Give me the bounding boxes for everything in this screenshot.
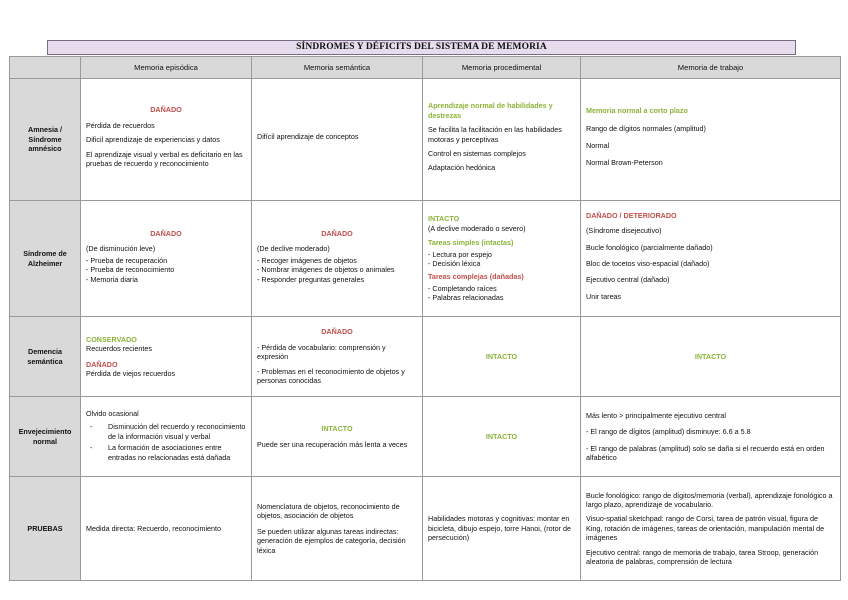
cell-amnesia-trabajo	[581, 79, 841, 201]
cell-envejecimiento-procedimental	[423, 397, 581, 477]
list-item: - Recoger imágenes de objetos	[257, 256, 417, 265]
row-demencia	[10, 317, 841, 397]
cell-line: Se pueden utilizar algunas tareas indirectas: generación de ejemplos de categoría, decisión léxica	[257, 526, 406, 555]
cell-line: - Pérdida de vocabulario: comprensión y expresión	[257, 342, 386, 362]
status-badge: INTACTO	[694, 351, 727, 361]
cell-line: (A declive moderado o severo)	[428, 223, 526, 233]
rowhead-envejecimiento: Envejecimiento normal	[10, 397, 81, 477]
subsection-title: Tareas simples (intactas)	[428, 238, 514, 248]
cell-line: (Síndrome disejecutivo)	[586, 226, 662, 236]
header-trabajo: Memoria de trabajo	[581, 57, 841, 79]
cell-alzheimer-procedimental	[423, 201, 581, 317]
item-list	[428, 284, 575, 303]
header-corner	[10, 57, 81, 79]
cell-demencia-trabajo	[581, 317, 841, 397]
list-item: - Palabras relacionadas	[428, 293, 575, 302]
cell-line: Control en sistemas complejos	[428, 148, 526, 158]
list-item: - Decisión léxica	[428, 259, 575, 268]
cell-line: (De declive moderado)	[257, 244, 330, 254]
memory-syndromes-table	[9, 56, 841, 581]
status-badge: INTACTO	[485, 431, 518, 441]
list-item: - Prueba de reconocimiento	[86, 265, 246, 274]
cell-line: Olvido ocasional	[86, 408, 139, 418]
cell-line: (De disminución leve)	[86, 244, 156, 254]
item-list	[86, 422, 246, 462]
status-badge: CONSERVADO	[86, 334, 137, 344]
cell-pruebas-procedimental	[423, 477, 581, 581]
cell-line: Nomenclatura de objetos, reconocimiento de objetos, asociación de objetos	[257, 501, 400, 521]
cell-line: - El rango de palabras (amplitud) solo se daña si el recuerdo está en orden alfabético	[586, 443, 825, 462]
list-item: - Memoria diaria	[86, 275, 246, 284]
cell-line: Pérdida de viejos recuerdos	[86, 368, 176, 378]
cell-pruebas-trabajo	[581, 477, 841, 581]
cell-alzheimer-episodica	[81, 201, 252, 317]
status-badge: DAÑADO	[150, 228, 182, 238]
cell-line: Puede ser una recuperación más lenta a veces	[257, 439, 408, 449]
list-item: - Disminución del recuerdo y reconocimiento de la información visual y verbal	[108, 422, 246, 441]
cell-line: Visuo-spatial sketchpad: rango de Corsi, tarea de patrón visual, figura de King, rotación de imágenes, tareas de orientación, manipulación mental de imágenes	[586, 514, 825, 543]
cell-text: Problemas en el reconocimiento de objetos y personas conocidas	[257, 366, 405, 386]
list-item: - Responder preguntas generales	[257, 275, 417, 284]
status-badge: DAÑADO	[86, 359, 118, 369]
cell-line: Rango de dígitos normales (amplitud)	[586, 123, 706, 133]
cell-line: Medida directa: Recuerdo, reconocimiento	[86, 523, 222, 533]
cell-line: Difícil aprendizaje de conceptos	[257, 132, 359, 142]
status-badge: DAÑADO / DETERIORADO	[586, 210, 677, 220]
rowhead-alzheimer: Síndrome de Alzheimer	[10, 201, 81, 317]
cell-demencia-semantica	[252, 317, 423, 397]
cell-line: Unir tareas	[586, 291, 622, 301]
rowhead-amnesia: Amnesia / Síndrome amnésico	[10, 79, 81, 201]
list-item: - La formación de asociaciones entre entradas no relacionadas está dañada	[108, 443, 246, 462]
cell-amnesia-procedimental	[423, 79, 581, 201]
cell-envejecimiento-semantica	[252, 397, 423, 477]
status-badge: INTACTO	[428, 214, 460, 224]
cell-line: Normal Brown-Peterson	[586, 158, 663, 168]
item-list	[428, 250, 575, 269]
row-amnesia	[10, 79, 841, 201]
list-item: - Prueba de recuperación	[86, 256, 246, 265]
status-badge: DAÑADO	[321, 327, 353, 337]
list-item: - Nombrar imágenes de objetos o animales	[257, 265, 417, 274]
row-envejecimiento	[10, 397, 841, 477]
cell-line: Bucle fonológico (parcialmente dañado)	[586, 242, 713, 252]
cell-line: Más lento > principalmente ejecutivo central	[586, 410, 727, 420]
status-badge: INTACTO	[321, 424, 353, 434]
header-row	[10, 57, 841, 79]
status-badge: DAÑADO	[321, 228, 353, 238]
cell-amnesia-episodica	[81, 79, 252, 201]
cell-alzheimer-trabajo	[581, 201, 841, 317]
cell-line: - El rango de dígitos (amplitud) disminuye: 6.6 a 5.8	[586, 427, 751, 437]
cell-line: Dificil aprendizaje de experiencias y datos	[86, 135, 220, 145]
cell-text: Pérdida de vocabulario: comprensión y expresión	[257, 342, 386, 362]
cell-demencia-procedimental	[423, 317, 581, 397]
cell-pruebas-episodica	[81, 477, 252, 581]
cell-envejecimiento-episodica	[81, 397, 252, 477]
rowhead-demencia: Demencia semántica	[10, 317, 81, 397]
cell-line: Normal	[586, 141, 610, 150]
subsection-title: Tareas complejas (dañadas)	[428, 272, 524, 282]
cell-amnesia-semantica	[252, 79, 423, 201]
cell-line: Adaptación hedónica	[428, 163, 496, 173]
cell-line: El aprendizaje visual y verbal es deficitario en las pruebas de recuerdo y reconocimiento	[86, 149, 243, 169]
header-episodica: Memoria episódica	[81, 57, 252, 79]
cell-line: Pérdida de recuerdos	[86, 120, 155, 130]
cell-line: Bloc de tocetos viso-espacial (dañado)	[586, 259, 710, 268]
cell-envejecimiento-trabajo	[581, 397, 841, 477]
cell-line: Ejecutivo central (dañado)	[586, 275, 670, 285]
item-list	[257, 256, 417, 284]
cell-line: Bucle fonológico: rango de dígitos/memoria (verbal), aprendizaje fonológico a largo plazo, aprendizaje de vocabulario.	[586, 490, 833, 509]
status-badge: Memoria normal a corto plazo	[586, 106, 688, 116]
cell-line: Habilidades motoras y cognitivas: montar en bicicleta, dibujo espejo, torre Hanoi, (rotor de persecución)	[428, 514, 572, 543]
cell-pruebas-semantica	[252, 477, 423, 581]
status-badge: Aprendizaje normal de habilidades y destrezas	[428, 101, 553, 120]
cell-line: - Problemas en el reconocimiento de objetos y personas conocidas	[257, 366, 405, 386]
rowhead-pruebas: PRUEBAS	[10, 477, 81, 581]
header-procedimental: Memoria procedimental	[423, 57, 581, 79]
cell-alzheimer-semantica	[252, 201, 423, 317]
cell-line: Se facilita la facilitación en las habilidades motoras y perceptivas	[428, 125, 562, 144]
item-list	[86, 256, 246, 284]
cell-line: Recuerdos recientes	[86, 344, 152, 354]
row-alzheimer	[10, 201, 841, 317]
row-pruebas	[10, 477, 841, 581]
list-item: - Lectura por espejo	[428, 250, 575, 259]
status-badge: INTACTO	[485, 351, 518, 361]
cell-demencia-episodica	[81, 317, 252, 397]
document-title: SÍNDROMES Y DÉFICITS DEL SISTEMA DE MEMORIA	[47, 40, 796, 55]
list-item: - Completando raíces	[428, 284, 575, 293]
status-badge: DAÑADO	[150, 105, 182, 115]
cell-line: Ejecutivo central: rango de memoria de trabajo, tarea Stroop, generación aleatoria de palabras, comprensión de lectura	[586, 547, 819, 567]
header-semantica: Memoria semántica	[252, 57, 423, 79]
